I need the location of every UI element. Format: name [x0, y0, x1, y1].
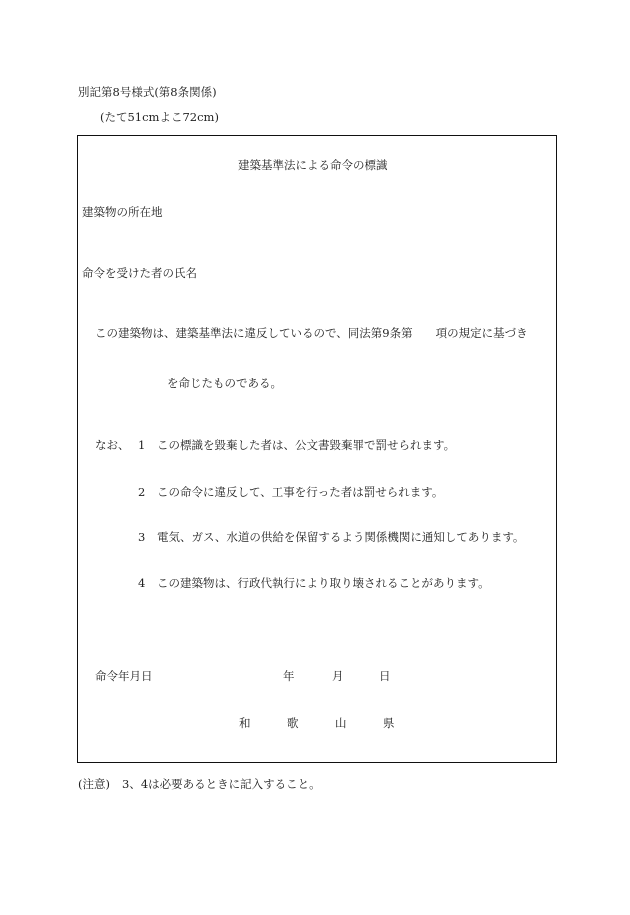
note-number: 2	[138, 485, 146, 499]
recipient-name-label: 命令を受けた者の氏名	[82, 266, 197, 280]
violation-statement-line2: を命じたものである。	[167, 376, 282, 390]
caution-text: 3、4は必要あるときに記入すること。	[122, 777, 321, 791]
note-text: この標識を毀棄した者は、公文書毀棄罪で罰せられます。	[157, 438, 456, 452]
issuer-char: 歌	[287, 716, 299, 730]
order-date-label: 命令年月日	[95, 669, 153, 683]
note-number: 4	[138, 576, 146, 590]
sign-title: 建築基準法による命令の標識	[238, 158, 388, 172]
notes-intro: なお、	[95, 438, 130, 452]
note-text: この命令に違反して、工事を行った者は罰せられます。	[157, 485, 444, 499]
building-location-label: 建築物の所在地	[82, 205, 163, 219]
issuer-char: 県	[383, 716, 395, 730]
note-number: 3	[138, 530, 146, 544]
form-number-label: 別記第8号様式(第8条関係)	[78, 85, 217, 99]
caution-label: (注意)	[78, 777, 110, 791]
issuer-char: 和	[239, 716, 251, 730]
note-text: この建築物は、行政代執行により取り壊されることがあります。	[157, 576, 490, 590]
note-number: 1	[138, 438, 146, 452]
date-month-label: 月	[332, 669, 344, 683]
issuer-char: 山	[335, 716, 347, 730]
violation-statement-line1: この建築物は、建築基準法に違反しているので、同法第9条第 項の規定に基づき	[95, 326, 528, 340]
date-year-label: 年	[283, 669, 295, 683]
note-text: 電気、ガス、水道の供給を保留するよう関係機関に通知してあります。	[157, 530, 525, 544]
size-note: (たて51cmよこ72cm)	[100, 110, 219, 124]
date-day-label: 日	[379, 669, 391, 683]
